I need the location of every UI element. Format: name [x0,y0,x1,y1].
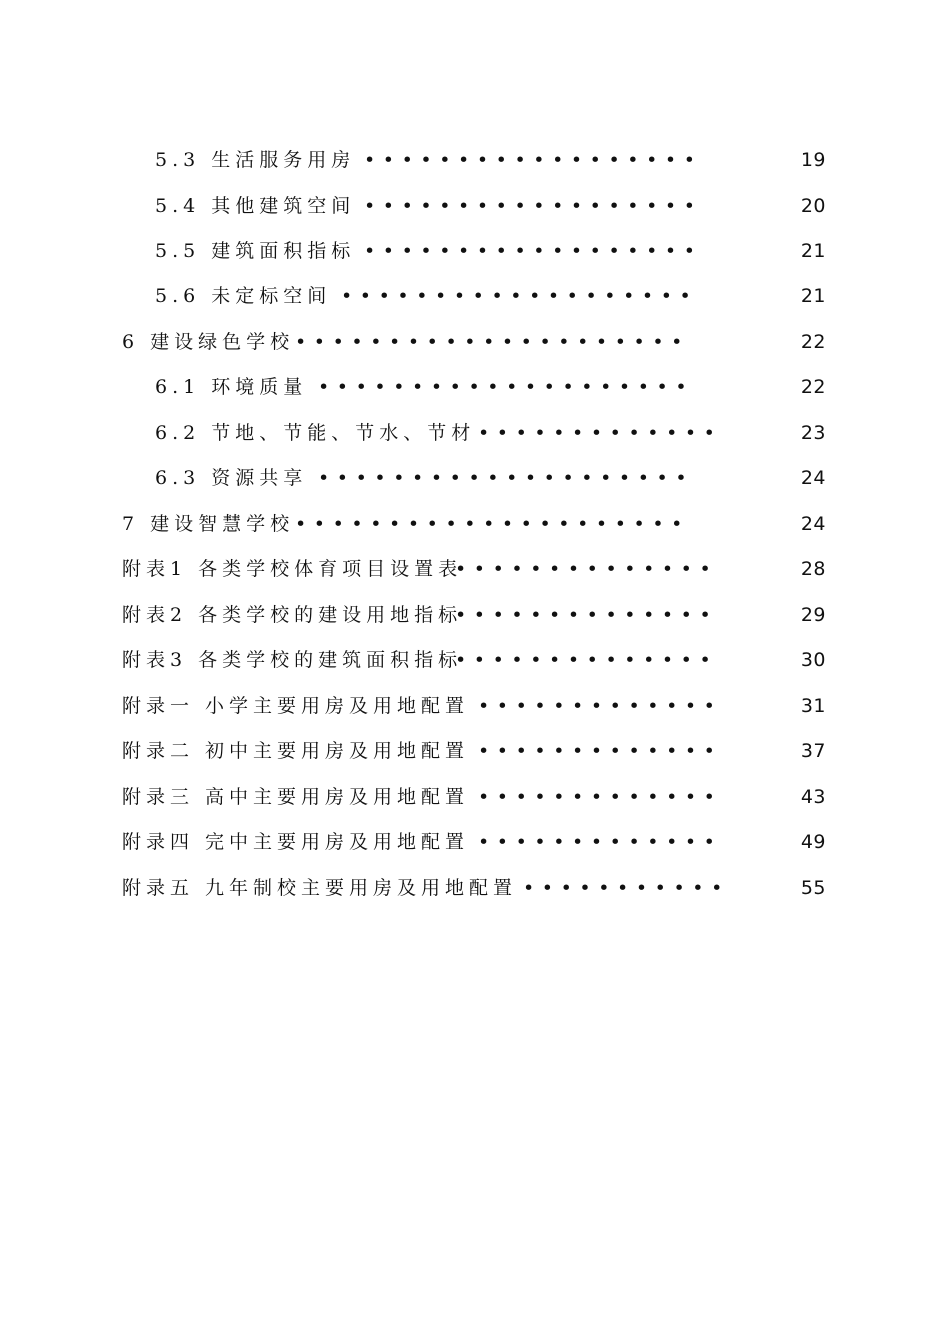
toc-entry-label: 附表3 各类学校的建筑面积指标 [122,649,463,671]
toc-entry-6-3[interactable] [0,463,950,493]
leader-dots: ••••••••••••• [478,422,723,444]
toc-entry-page: 30 [800,649,826,671]
toc-entry-page: 23 [800,422,826,444]
toc-entry-6[interactable] [0,327,950,357]
toc-entry-page: 21 [800,285,826,307]
toc-entry-appendix-table-3[interactable] [0,645,950,675]
leader-dots: ••••••••••••• [478,695,723,717]
toc-entry-page: 21 [800,240,826,262]
leader-dots: ••••••••••••• [478,740,723,762]
toc-entry-page: 37 [800,740,826,762]
leader-dots: ••••••••••••• [478,831,723,853]
leader-dots: ••••••••••••••••••••• [295,331,690,353]
toc-entry-page: 22 [800,331,826,353]
toc-entry-page: 20 [800,195,826,217]
toc-entry-page: 22 [800,376,826,398]
toc-entry-label: 附录四 完中主要用房及用地配置 [122,831,470,853]
toc-entry-appendix-5[interactable] [0,873,950,903]
toc-entry-5-6[interactable] [0,281,950,311]
leader-dots: •••••••••••••• [455,649,719,671]
toc-entry-label: 5.6 未定标空间 [155,285,332,307]
toc-entry-label: 附录三 高中主要用房及用地配置 [122,786,470,808]
toc-entry-5-4[interactable] [0,191,950,221]
toc-entry-label: 6 建设绿色学校 [122,331,295,353]
toc-entry-label: 附录一 小学主要用房及用地配置 [122,695,470,717]
leader-dots: ••••••••••••••••••••• [295,513,690,535]
leader-dots: ••••••••••• [523,877,730,899]
leader-dots: •••••••••••••••••• [364,195,703,217]
toc-entry-page: 55 [800,877,826,899]
leader-dots: ••••••••••••••••••• [341,285,699,307]
toc-entry-appendix-table-2[interactable] [0,600,950,630]
toc-entry-label: 6.1 环境质量 [155,376,308,398]
toc-entry-appendix-1[interactable] [0,691,950,721]
toc-entry-appendix-3[interactable] [0,782,950,812]
toc-entry-6-1[interactable] [0,372,950,402]
leader-dots: •••••••••••••• [455,558,719,580]
toc-entry-page: 49 [800,831,826,853]
toc-entry-page: 29 [800,604,826,626]
toc-entry-label: 附录五 九年制校主要用房及用地配置 [122,877,518,899]
toc-entry-page: 31 [800,695,826,717]
toc-entry-page: 19 [800,149,826,171]
toc-entry-appendix-2[interactable] [0,736,950,766]
leader-dots: •••••••••••••••••••• [318,467,695,489]
toc-entry-5-5[interactable] [0,236,950,266]
toc-entry-page: 24 [800,467,826,489]
toc-entry-appendix-4[interactable] [0,827,950,857]
leader-dots: •••••••••••••••••• [364,149,703,171]
leader-dots: •••••••••••••••••••• [318,376,695,398]
toc-entry-label: 6.3 资源共享 [155,467,308,489]
toc-entry-appendix-table-1[interactable] [0,554,950,584]
leader-dots: ••••••••••••• [478,786,723,808]
toc-entry-page: 24 [800,513,826,535]
toc-entry-label: 5.5 建筑面积指标 [155,240,356,262]
leader-dots: •••••••••••••• [455,604,719,626]
toc-entry-5-3[interactable] [0,145,950,175]
toc-entry-page: 28 [800,558,826,580]
toc-entry-label: 7 建设智慧学校 [122,513,295,535]
toc-entry-label: 附录二 初中主要用房及用地配置 [122,740,470,762]
toc-entry-page: 43 [800,786,826,808]
toc-entry-label: 附表1 各类学校体育项目设置表 [122,558,463,580]
toc-entry-6-2[interactable] [0,418,950,448]
toc-entry-7[interactable] [0,509,950,539]
leader-dots: •••••••••••••••••• [364,240,703,262]
toc-entry-label: 附表2 各类学校的建设用地指标 [122,604,463,626]
toc-entry-label: 5.3 生活服务用房 [155,149,356,171]
toc-entry-label: 6.2 节地、节能、节水、节材 [155,422,476,444]
toc-entry-label: 5.4 其他建筑空间 [155,195,356,217]
